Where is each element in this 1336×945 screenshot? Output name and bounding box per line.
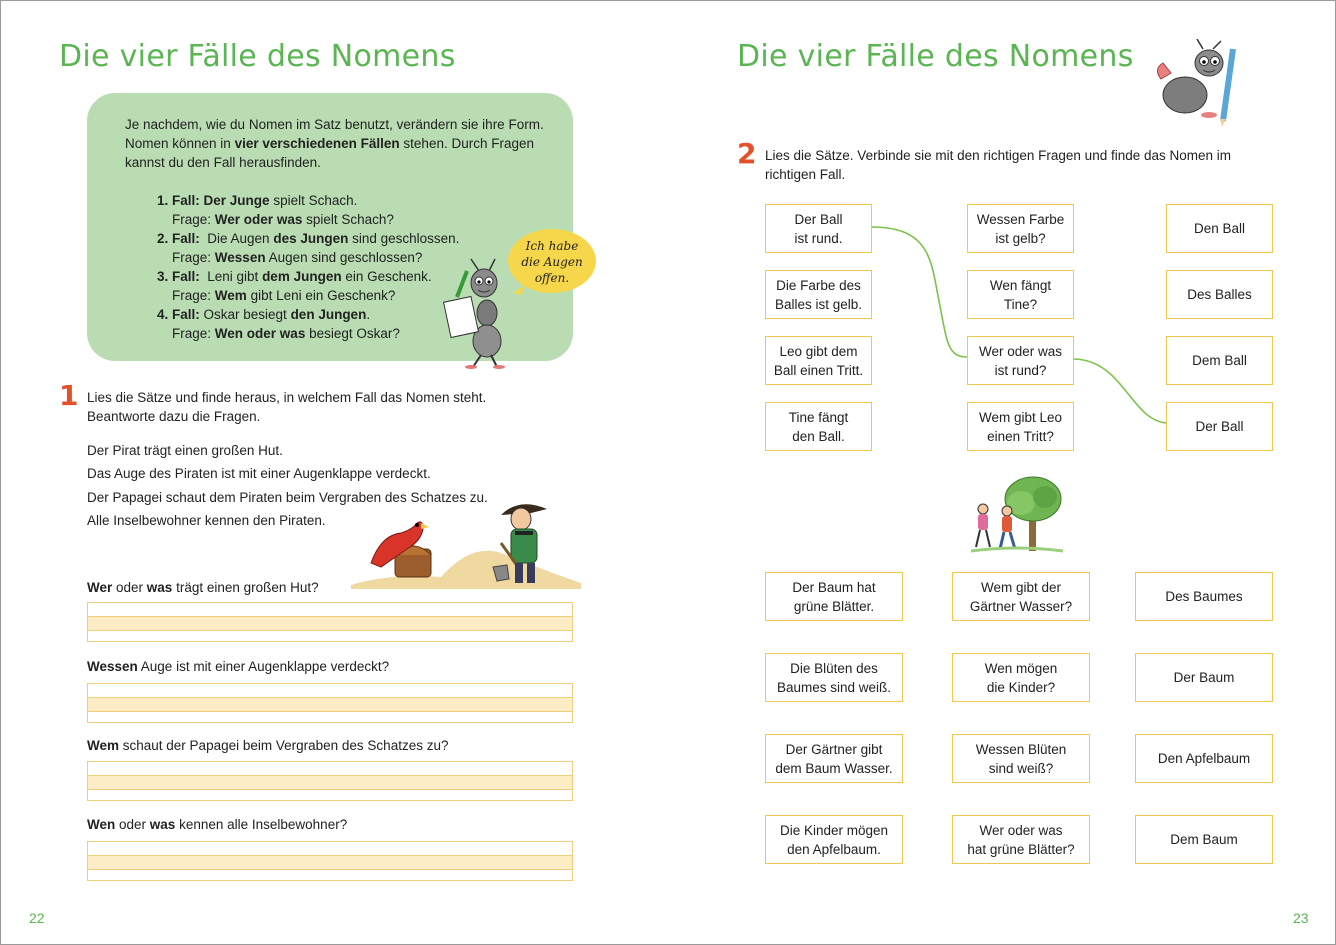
ball-question-card-4[interactable]: Wem gibt Leo einen Tritt? xyxy=(967,402,1074,451)
ball-question-card-3[interactable]: Wer oder was ist rund? xyxy=(967,336,1074,385)
ball-sentence-card-2[interactable]: Die Farbe des Balles ist gelb. xyxy=(765,270,872,319)
right-page-title: Die vier Fälle des Nomens xyxy=(737,39,1134,74)
ball-sentence-card-1[interactable]: Der Ball ist rund. xyxy=(765,204,872,253)
sentence-2: Das Auge des Piraten ist mit einer Augenklappe verdeckt. xyxy=(87,466,431,481)
case-2-example: 2. Fall: Die Augen des Jungen sind geschlossen. xyxy=(157,231,460,246)
case-list xyxy=(157,191,459,343)
case-2-question: Frage: Wessen Augen sind geschlossen? xyxy=(172,250,423,265)
answer-line-1[interactable] xyxy=(87,602,573,642)
case-1-question: Frage: Wer oder was spielt Schach? xyxy=(172,212,394,227)
sentence-3: Der Papagei schaut dem Piraten beim Vergraben des Schatzes zu. xyxy=(87,490,488,505)
tree-sentence-card-2[interactable]: Die Blüten des Baumes sind weiß. xyxy=(765,653,903,702)
question-3: Wem schaut der Papagei beim Vergraben des Schatzes zu? xyxy=(87,738,449,753)
ball-sentence-card-3[interactable]: Leo gibt dem Ball einen Tritt. xyxy=(765,336,872,385)
ball-answer-card-2[interactable]: Des Balles xyxy=(1166,270,1273,319)
task-2-number: 2 xyxy=(737,137,757,170)
question-4: Wen oder was kennen alle Inselbewohner? xyxy=(87,817,348,832)
question-2: Wessen Auge ist mit einer Augenklappe verdeckt? xyxy=(87,659,390,674)
page-number-left: 22 xyxy=(29,910,45,926)
ball-question-card-2[interactable]: Wen fängt Tine? xyxy=(967,270,1074,319)
intro-text-1: Je nachdem, wie du Nomen im Satz benutzt, verändern sie ihre Form. Nomen können in xyxy=(125,117,544,151)
case-4-example: 4. Fall: Oskar besiegt den Jungen. xyxy=(157,307,371,322)
ball-answer-card-3[interactable]: Dem Ball xyxy=(1166,336,1273,385)
speech-bubble: Ich habe die Augen offen. xyxy=(508,229,596,293)
case-3-question: Frage: Wem gibt Leni ein Geschenk? xyxy=(172,288,396,303)
info-intro xyxy=(125,115,565,172)
ant-with-pencil-and-paper-icon xyxy=(441,257,521,369)
tree-answer-card-3[interactable]: Den Apfelbaum xyxy=(1135,734,1273,783)
pirate-parrot-illustration xyxy=(351,493,581,591)
tree-answer-card-1[interactable]: Des Baumes xyxy=(1135,572,1273,621)
tree-sentence-card-3[interactable]: Der Gärtner gibt dem Baum Wasser. xyxy=(765,734,903,783)
case-3-example: 3. Fall: Leni gibt dem Jungen ein Geschenk. xyxy=(157,269,432,284)
tree-answer-card-4[interactable]: Dem Baum xyxy=(1135,815,1273,864)
sentence-4: Alle Inselbewohner kennen den Piraten. xyxy=(87,513,326,528)
left-page-title: Die vier Fälle des Nomens xyxy=(59,39,456,74)
tree-question-card-2[interactable]: Wen mögen die Kinder? xyxy=(952,653,1090,702)
answer-line-2[interactable] xyxy=(87,683,573,723)
task-1-instruction: Lies die Sätze und finde heraus, in welchem Fall das Nomen steht. Beantworte dazu die Fragen. xyxy=(87,390,487,424)
case-1-example: 1. Fall: Der Junge spielt Schach. xyxy=(157,193,358,208)
ball-question-card-1[interactable]: Wessen Farbe ist gelb? xyxy=(967,204,1074,253)
children-tree-illustration xyxy=(967,473,1067,555)
tree-sentence-card-4[interactable]: Die Kinder mögen den Apfelbaum. xyxy=(765,815,903,864)
tree-sentence-card-1[interactable]: Der Baum hat grüne Blätter. xyxy=(765,572,903,621)
intro-bold: vier verschiedenen Fällen xyxy=(234,136,400,151)
answer-line-4[interactable] xyxy=(87,841,573,881)
task-1-number: 1 xyxy=(59,379,79,412)
answer-line-3[interactable] xyxy=(87,761,573,801)
question-1: Wer oder was trägt einen großen Hut? xyxy=(87,580,319,595)
tree-question-card-3[interactable]: Wessen Blüten sind weiß? xyxy=(952,734,1090,783)
ball-answer-card-1[interactable]: Den Ball xyxy=(1166,204,1273,253)
ball-answer-card-4[interactable]: Der Ball xyxy=(1166,402,1273,451)
tree-question-card-1[interactable]: Wem gibt der Gärtner Wasser? xyxy=(952,572,1090,621)
page-number-right: 23 xyxy=(1293,910,1309,926)
tree-question-card-4[interactable]: Wer oder was hat grüne Blätter? xyxy=(952,815,1090,864)
task-2-instruction: Lies die Sätze. Verbinde sie mit den richtigen Fragen und finde das Nomen im richtigen Fall. xyxy=(765,148,1232,182)
case-4-question: Frage: Wen oder was besiegt Oskar? xyxy=(172,326,400,341)
ant-with-pencil-icon xyxy=(1151,39,1247,127)
sentence-1: Der Pirat trägt einen großen Hut. xyxy=(87,443,283,458)
ball-sentence-card-4[interactable]: Tine fängt den Ball. xyxy=(765,402,872,451)
tree-answer-card-2[interactable]: Der Baum xyxy=(1135,653,1273,702)
intro-text-2: stehen. Durch Fragen kannst du den Fall herausfinden. xyxy=(125,136,534,170)
